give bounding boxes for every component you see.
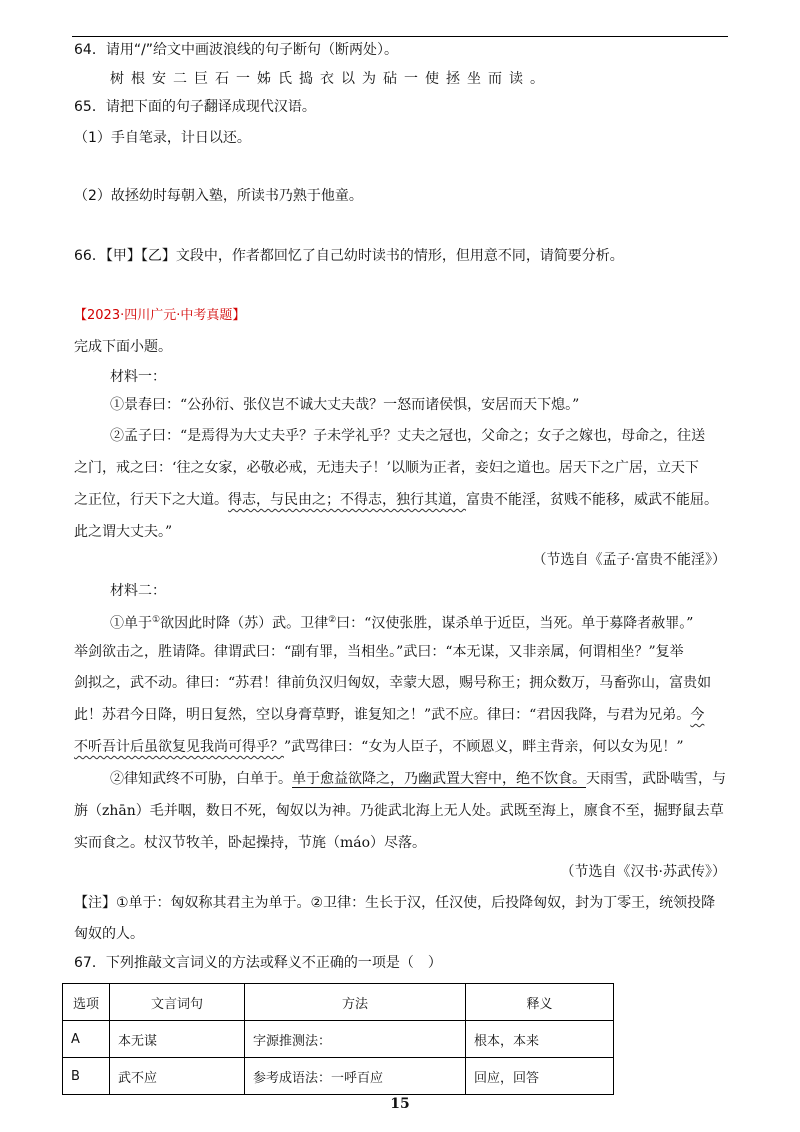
material-1-source: （节选自《孟子·富贵不能淫》） — [532, 552, 726, 568]
instruction: 完成下面小题。 — [74, 339, 172, 355]
question-67-prompt: 67．下列推敲文言词义的方法或释义不正确的一项是（ ） — [74, 955, 442, 971]
wavy-underlined-sentence: 得志，与民由之；不得志，独行其道， — [228, 492, 466, 508]
material-2-line-3: 剑拟之，武不动。律曰：“苏君！律前负汉归匈奴，幸蒙大恩，赐号称王；拥众数万，马畜弥山，富贵如 — [74, 675, 712, 691]
option-letter: A — [63, 1021, 110, 1058]
table-header: 方法 — [245, 984, 466, 1021]
option-letter: B — [63, 1058, 110, 1095]
source-tag: 【2023·四川广元·中考真题】 — [74, 308, 246, 323]
table-row — [63, 1058, 614, 1095]
question-66-prompt: 66．【甲】【乙】文段中，作者都回忆了自己幼时读书的情形，但用意不同，请简要分析。 — [74, 248, 624, 264]
material-2-line-5: 不听吾计后虽欲复见我尚可得乎？”武骂律曰：“女为人臣子，不顾恩义，畔主背亲，何以女为见！” — [74, 739, 684, 755]
question-64-sentence: 树根安二巨石一姊氏捣衣以为砧一使拯坐而读。 — [110, 71, 551, 87]
note-line-1: 【注】①单于：匈奴称其君主为单于。②卫律：生长于汉，任汉使，后投降匈奴，封为丁零王，统领投降 — [74, 895, 716, 911]
material-1-line-1: ②孟子曰：“是焉得为大丈夫乎？子未学礼乎？丈夫之冠也，父命之；女子之嫁也，母命之，往送 — [110, 428, 706, 444]
material-1-line-2: 之门，戒之曰：‘往之女家，必敬必戒，无违夫子！’以顺为正者，妾妇之道也。居天下之广居，立天下 — [74, 460, 699, 476]
material-2-line-4: 此！苏君今日降，明日复然，空以身膏草野，谁复知之！”武不应。律曰：“君因我降，与君为兄弟。今 — [74, 707, 705, 723]
question-65-item-2: （2）故拯幼时每朝入塾，所读书乃熟于他童。 — [74, 188, 363, 204]
option-phrase: 本无谋 — [110, 1021, 245, 1058]
question-65-item-1: （1）手自笔录，计日以还。 — [74, 130, 251, 146]
options-table — [62, 983, 614, 1095]
option-phrase: 武不应 — [110, 1058, 245, 1095]
header-rule — [72, 36, 728, 37]
material-2-line-1: ①单于①欲因此时降（苏）武。卫律②曰：“汉使张胜，谋杀单于近臣，当死。单于募降者赦罪。” — [110, 615, 694, 632]
option-method: 参考成语法：一呼百应 — [245, 1058, 466, 1095]
material-2-line-2: 举剑欲击之，胜请降。律谓武曰：“副有罪，当相坐。”武曰：“本无谋，又非亲属，何谓相坐？”复举 — [74, 644, 684, 660]
option-method: 字源推测法： — [245, 1021, 466, 1058]
table-header: 选项 — [63, 984, 110, 1021]
material-1-line-3: 之正位，行天下之大道。得志，与民由之；不得志，独行其道，富贵不能淫，贫贱不能移，威武不能屈。 — [74, 492, 718, 508]
table-header: 释义 — [466, 984, 614, 1021]
material-2-source: （节选自《汉书·苏武传》） — [560, 864, 726, 880]
material-2-line-6: ②律知武终不可胁，白单于。单于愈益欲降之，乃幽武置大窖中，绝不饮食。天雨雪，武卧啮雪，与 — [110, 771, 726, 787]
table-header-row — [63, 984, 614, 1021]
note-line-2: 匈奴的人。 — [74, 926, 144, 942]
table-header: 文言词句 — [110, 984, 245, 1021]
option-meaning: 根本，本来 — [466, 1021, 614, 1058]
material-1-line-4: 此之谓大丈夫。” — [74, 524, 173, 540]
page-number: 15 — [390, 1096, 410, 1112]
wavy-underlined-sentence-2: 不听吾计后虽欲复见我尚可得乎？ — [74, 739, 284, 755]
material-2-line-7: 旃（zhān）毛并咽，数日不死，匈奴以为神。乃徙武北海上无人处。武既至海上，廪食不至，掘野鼠去草 — [74, 803, 724, 819]
table-row — [63, 1021, 614, 1058]
material-1-paragraph-1: ①景春曰：“公孙衍、张仪岂不诚大丈夫哉？一怒而诸侯惧，安居而天下熄。” — [110, 397, 580, 413]
question-64-prompt: 64．请用“/”给文中画波浪线的句子断句（断两处）。 — [74, 42, 399, 58]
underlined-sentence: 单于愈益欲降之，乃幽武置大窖中，绝不饮食。 — [292, 771, 586, 787]
material-2-line-8: 实而食之。杖汉节牧羊，卧起操持，节旄（máo）尽落。 — [74, 835, 427, 851]
option-meaning: 回应，回答 — [466, 1058, 614, 1095]
question-65-prompt: 65．请把下面的句子翻译成现代汉语。 — [74, 99, 316, 115]
material-2-title: 材料二： — [110, 583, 166, 599]
material-1-title: 材料一： — [110, 369, 166, 385]
